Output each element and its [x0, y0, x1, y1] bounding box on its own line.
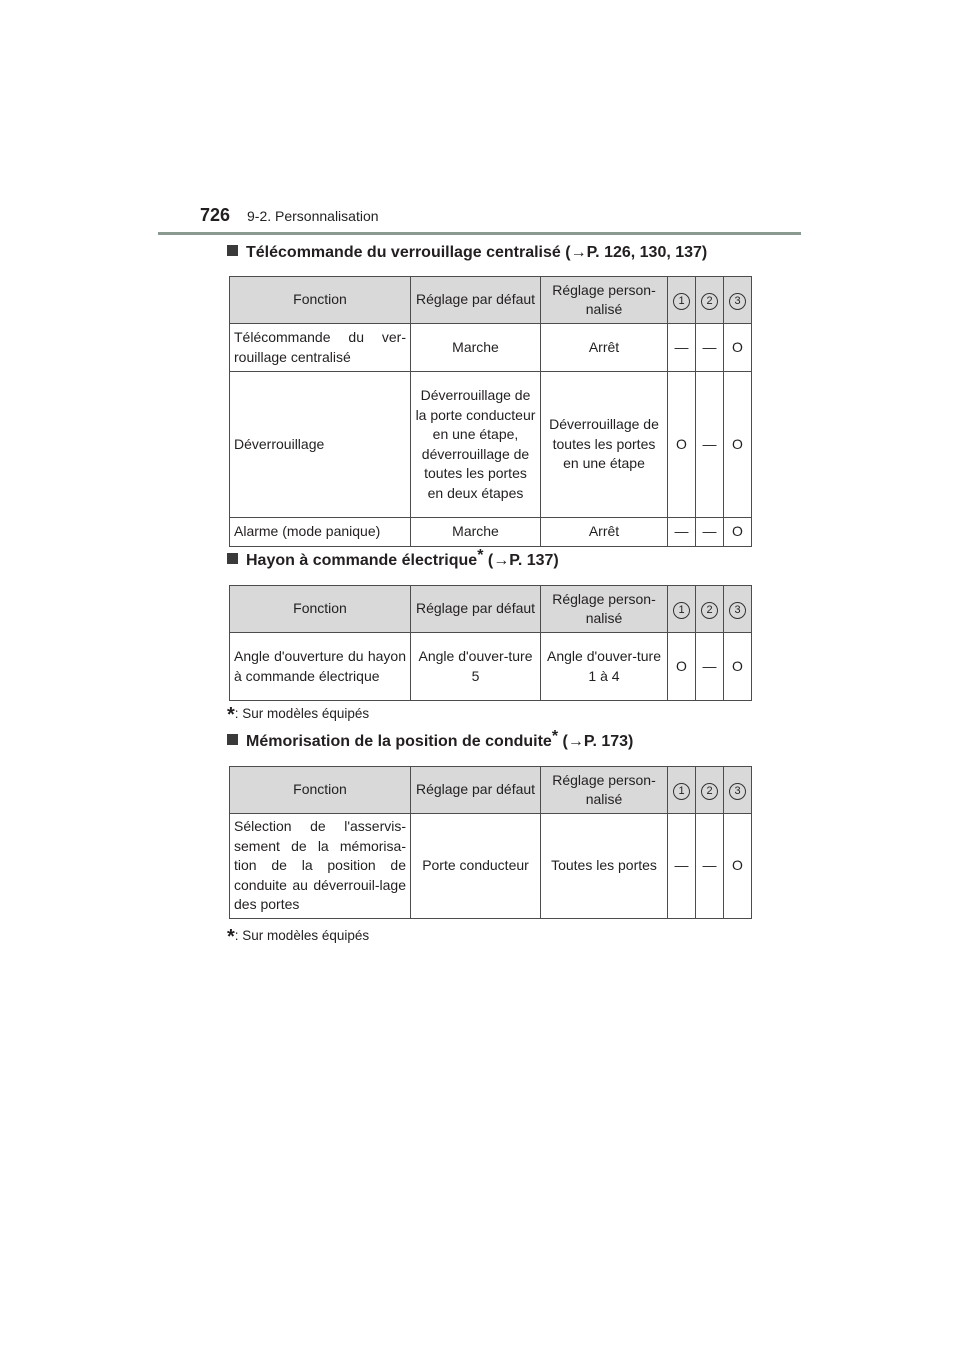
asterisk-icon: * — [551, 728, 559, 745]
cell-col1: O — [668, 633, 696, 701]
column-header-default: Réglage par défaut — [411, 277, 541, 324]
cell-custom: Déverrouillage de toutes les portes en une étape — [541, 372, 668, 518]
asterisk-icon: * — [227, 704, 235, 726]
table-row — [230, 324, 752, 372]
column-header-custom: Réglage person-nalisé — [541, 277, 668, 324]
heading-text: Hayon à commande électrique — [246, 552, 478, 569]
bullet-square-icon — [227, 734, 238, 745]
cell-col1: — — [668, 324, 696, 372]
footnote-text: : Sur modèles équipés — [234, 928, 370, 943]
column-header-2 — [696, 277, 724, 324]
page-reference: P. 137) — [509, 552, 559, 569]
table-row — [230, 518, 752, 547]
cell-custom: Angle d'ouver-ture 1 à 4 — [541, 633, 668, 701]
footnote — [227, 704, 369, 727]
footnote — [227, 926, 369, 949]
circled-number-3-icon: 3 — [729, 293, 746, 310]
cell-col2: — — [696, 518, 724, 547]
cell-col2: — — [696, 324, 724, 372]
cell-default: Marche — [411, 518, 541, 547]
table-row — [230, 814, 752, 919]
column-header-3 — [724, 586, 752, 633]
cell-col3: O — [724, 814, 752, 919]
heading-text: Télécommande du verrouillage centralisé ( — [246, 244, 571, 261]
asterisk-icon: * — [227, 926, 235, 948]
arrow-icon: → — [570, 244, 587, 261]
circled-number-1-icon: 1 — [673, 293, 690, 310]
arrow-icon: → — [567, 733, 584, 750]
arrow-icon: → — [493, 552, 510, 569]
page-number: 726 — [200, 205, 231, 225]
heading-tail: ( — [558, 733, 568, 750]
cell-col3: O — [724, 518, 752, 547]
cell-col3: O — [724, 324, 752, 372]
heading-tail: ( — [483, 552, 494, 569]
cell-col3: O — [724, 372, 752, 518]
circled-number-1-icon: 1 — [673, 783, 690, 800]
column-header-custom: Réglage person-nalisé — [541, 586, 668, 633]
column-header-function: Fonction — [230, 277, 411, 324]
footnote-text: : Sur modèles équipés — [234, 706, 370, 721]
cell-default: Porte conducteur — [411, 814, 541, 919]
section-title: 9-2. Personnalisation — [247, 208, 379, 224]
cell-function: Déverrouillage — [230, 372, 411, 518]
cell-default: Angle d'ouver-ture 5 — [411, 633, 541, 701]
cell-function: Angle d'ouverture du hayon à commande électrique — [230, 633, 411, 701]
cell-default: Déverrouillage de la porte conducteur en une étape, déverrouillage de toutes les portes en deux étapes — [411, 372, 541, 518]
cell-custom: Toutes les portes — [541, 814, 668, 919]
column-header-2 — [696, 586, 724, 633]
column-header-3 — [724, 277, 752, 324]
section-heading-power-tailgate — [227, 547, 559, 570]
asterisk-icon: * — [477, 547, 484, 564]
column-header-custom: Réglage person-nalisé — [541, 767, 668, 814]
circled-number-3-icon: 3 — [729, 602, 746, 619]
table-row — [230, 633, 752, 701]
cell-col2: — — [696, 814, 724, 919]
column-header-1 — [668, 277, 696, 324]
cell-col1: — — [668, 518, 696, 547]
column-header-2 — [696, 767, 724, 814]
column-header-1 — [668, 586, 696, 633]
cell-custom: Arrêt — [541, 518, 668, 547]
page-reference: P. 173) — [583, 733, 634, 750]
table-header-row — [230, 767, 752, 814]
cell-col1: — — [668, 814, 696, 919]
cell-default: Marche — [411, 324, 541, 372]
cell-col2: — — [696, 633, 724, 701]
cell-col2: — — [696, 372, 724, 518]
column-header-default: Réglage par défaut — [411, 586, 541, 633]
table-row — [230, 372, 752, 518]
cell-col1: O — [668, 372, 696, 518]
circled-number-3-icon: 3 — [729, 783, 746, 800]
section-heading-remote-lock — [227, 244, 707, 262]
page-reference: P. 126, 130, 137) — [586, 244, 708, 261]
cell-function: Télécommande du ver-rouillage centralisé — [230, 324, 411, 372]
column-header-default: Réglage par défaut — [411, 767, 541, 814]
table-header-row — [230, 277, 752, 324]
circled-number-2-icon: 2 — [701, 602, 718, 619]
circled-number-2-icon: 2 — [701, 783, 718, 800]
bullet-square-icon — [227, 245, 238, 256]
heading-text: Mémorisation de la position de conduite — [246, 733, 552, 750]
table-header-row — [230, 586, 752, 633]
column-header-1 — [668, 767, 696, 814]
column-header-function: Fonction — [230, 767, 411, 814]
circled-number-2-icon: 2 — [701, 293, 718, 310]
section-heading-driving-position-memory — [227, 728, 634, 751]
cell-function: Alarme (mode panique) — [230, 518, 411, 547]
settings-table-power-tailgate — [229, 585, 752, 701]
settings-table-remote-lock — [229, 276, 752, 547]
settings-table-driving-position-memory — [229, 766, 752, 919]
bullet-square-icon — [227, 553, 238, 564]
cell-function: Sélection de l'asservis-sement de la mémorisa-tion de la position de conduite au déverrouil-lage des portes — [230, 814, 411, 919]
cell-col3: O — [724, 633, 752, 701]
cell-custom: Arrêt — [541, 324, 668, 372]
column-header-function: Fonction — [230, 586, 411, 633]
circled-number-1-icon: 1 — [673, 602, 690, 619]
column-header-3 — [724, 767, 752, 814]
header-divider — [158, 232, 801, 235]
